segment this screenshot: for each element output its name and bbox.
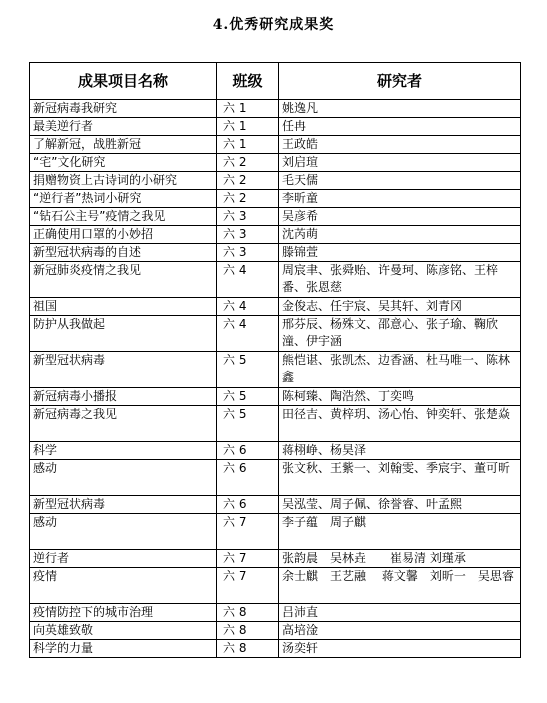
class-cell: 六 3 [217, 226, 279, 244]
project-name-cell: “宅”文化研究 [30, 154, 217, 172]
project-name-cell: 正确使用口罩的小妙招 [30, 226, 217, 244]
researchers-cell: 田径吉、黄梓玥、汤心怡、钟奕轩、张楚焱 [279, 406, 521, 442]
table-row [30, 172, 521, 190]
class-cell: 六 2 [217, 172, 279, 190]
table-row [30, 550, 521, 568]
class-cell: 六 7 [217, 550, 279, 568]
project-name-cell: 新型冠状病毒 [30, 352, 217, 388]
class-cell: 六 2 [217, 190, 279, 208]
researchers-cell: 熊恺谌、张凯杰、边香涵、杜马唯一、陈林鑫 [279, 352, 521, 388]
researchers-cell: 汤奕轩 [279, 640, 521, 658]
table-row [30, 352, 521, 388]
table-body [30, 100, 521, 658]
project-name-cell: 新冠病毒小播报 [30, 388, 217, 406]
table-row [30, 298, 521, 316]
researchers-cell: 毛天儒 [279, 172, 521, 190]
researchers-cell: 吴泓莹、周子佩、徐誉睿、叶孟熙 [279, 496, 521, 514]
class-cell: 六 6 [217, 460, 279, 496]
awards-table [29, 62, 521, 658]
researchers-cell: 蒋栩峥、杨昊泽 [279, 442, 521, 460]
class-cell: 六 5 [217, 406, 279, 442]
class-cell: 六 6 [217, 442, 279, 460]
class-cell: 六 6 [217, 496, 279, 514]
class-cell: 六 7 [217, 514, 279, 550]
researchers-cell: 王政皓 [279, 136, 521, 154]
table-row [30, 118, 521, 136]
header-class: 班级 [217, 63, 279, 100]
section-title: 4.优秀研究成果奖 [212, 17, 335, 33]
table-row [30, 136, 521, 154]
researchers-cell: 余士麒 王艺融 蒋文馨 刘昕一 吴思睿 [279, 568, 521, 604]
project-name-cell: 新冠肺炎疫情之我见 [30, 262, 217, 298]
project-name-cell: 逆行者 [30, 550, 217, 568]
table-row [30, 316, 521, 352]
class-cell: 六 5 [217, 388, 279, 406]
table-row [30, 514, 521, 550]
project-name-cell: 最美逆行者 [30, 118, 217, 136]
project-name-cell: 捐赠物资上古诗词的小研究 [30, 172, 217, 190]
project-name-cell: 感动 [30, 460, 217, 496]
researchers-cell: 姚逸凡 [279, 100, 521, 118]
class-cell: 六 4 [217, 262, 279, 298]
researchers-cell: 沈芮萌 [279, 226, 521, 244]
researchers-cell: 任冉 [279, 118, 521, 136]
class-cell: 六 8 [217, 622, 279, 640]
table-row [30, 460, 521, 496]
class-cell: 六 3 [217, 208, 279, 226]
table-row [30, 604, 521, 622]
project-name-cell: 科学 [30, 442, 217, 460]
table-row [30, 568, 521, 604]
header-researchers: 研究者 [279, 63, 521, 100]
table-row [30, 154, 521, 172]
class-cell: 六 7 [217, 568, 279, 604]
project-name-cell: 感动 [30, 514, 217, 550]
class-cell: 六 1 [217, 100, 279, 118]
researchers-cell: 张文秋、王紫一、刘翰雯、季宸宇、董可昕 [279, 460, 521, 496]
table-row [30, 388, 521, 406]
project-name-cell: “钻石公主号”疫情之我见 [30, 208, 217, 226]
class-cell: 六 1 [217, 118, 279, 136]
project-name-cell: 祖国 [30, 298, 217, 316]
researchers-cell: 邢芬辰、杨殊文、邵意心、张子瑜、鞠欣潼、伊宇涵 [279, 316, 521, 352]
class-cell: 六 3 [217, 244, 279, 262]
table-row [30, 208, 521, 226]
table-row [30, 622, 521, 640]
table-row [30, 226, 521, 244]
header-project-name: 成果项目名称 [30, 63, 217, 100]
researchers-cell: 李子蕴 周子麒 [279, 514, 521, 550]
table-row [30, 496, 521, 514]
project-name-cell: 了解新冠，战胜新冠 [30, 136, 217, 154]
researchers-cell: 吕沛直 [279, 604, 521, 622]
researchers-cell: 刘启瑄 [279, 154, 521, 172]
class-cell: 六 2 [217, 154, 279, 172]
project-name-cell: 新冠病毒我研究 [30, 100, 217, 118]
table-row [30, 640, 521, 658]
project-name-cell: 防护从我做起 [30, 316, 217, 352]
class-cell: 六 1 [217, 136, 279, 154]
class-cell: 六 5 [217, 352, 279, 388]
class-cell: 六 8 [217, 640, 279, 658]
researchers-cell: 张韵晨 吴林垚 崔易清 刘瑾承 [279, 550, 521, 568]
researchers-cell: 周宸聿、张舜贻、许曼珂、陈彦铭、王梓番、张恩慈 [279, 262, 521, 298]
researchers-cell: 高培淦 [279, 622, 521, 640]
project-name-cell: 向英雄致敬 [30, 622, 217, 640]
researchers-cell: 滕锦萱 [279, 244, 521, 262]
project-name-cell: 疫情 [30, 568, 217, 604]
researchers-cell: 李昕童 [279, 190, 521, 208]
table-row [30, 262, 521, 298]
researchers-cell: 吴彦希 [279, 208, 521, 226]
table-row [30, 442, 521, 460]
project-name-cell: 新冠病毒之我见 [30, 406, 217, 442]
researchers-cell: 金俊志、任宇宸、吴其轩、刘青冈 [279, 298, 521, 316]
project-name-cell: 新型冠状病毒 [30, 496, 217, 514]
table-row [30, 190, 521, 208]
class-cell: 六 8 [217, 604, 279, 622]
table-row [30, 406, 521, 442]
researchers-cell: 陈柯臻、陶浩然、丁奕鸣 [279, 388, 521, 406]
header-row [30, 63, 521, 100]
table-row [30, 244, 521, 262]
project-name-cell: “逆行者”热词小研究 [30, 190, 217, 208]
project-name-cell: 新型冠状病毒的自述 [30, 244, 217, 262]
project-name-cell: 疫情防控下的城市治理 [30, 604, 217, 622]
project-name-cell: 科学的力量 [30, 640, 217, 658]
class-cell: 六 4 [217, 298, 279, 316]
class-cell: 六 4 [217, 316, 279, 352]
table-row [30, 100, 521, 118]
